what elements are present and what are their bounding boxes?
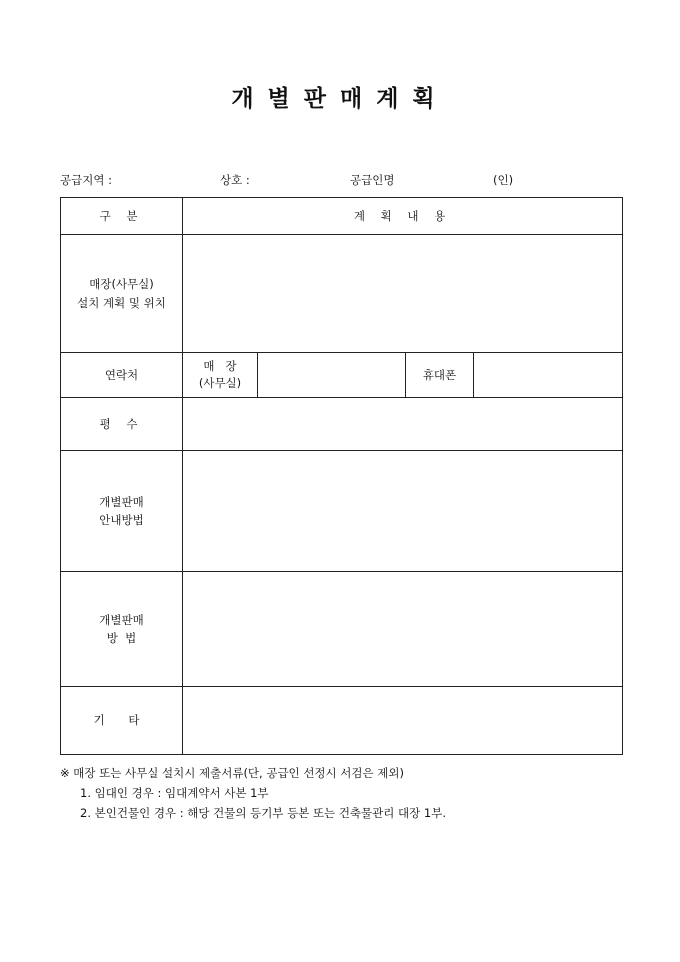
header-content: 계 획 내 용 bbox=[183, 198, 623, 235]
sales-guide-field[interactable] bbox=[183, 451, 623, 572]
label-store-phone: 매 장 (사무실) bbox=[183, 353, 258, 398]
area-field[interactable] bbox=[183, 398, 623, 451]
note-main: ※ 매장 또는 사무실 설치시 제출서류(단, 공급인 선정시 서검은 제외) bbox=[60, 766, 404, 780]
table-row bbox=[61, 398, 623, 451]
supply-region-label: 공급지역 : bbox=[60, 173, 112, 187]
label-other: 기 타 bbox=[61, 687, 183, 755]
note-item-2: 2. 본인건물인 경우 : 해당 건물의 등기부 등본 또는 건축물관리 대장 1부. bbox=[80, 806, 446, 820]
notes-section bbox=[60, 763, 660, 823]
label-mobile: 휴대폰 bbox=[406, 353, 474, 398]
label-sales-guide: 개별판매 안내방법 bbox=[61, 451, 183, 572]
note-item-1: 1. 임대인 경우 : 임대계약서 사본 1부 bbox=[80, 786, 269, 800]
other-field[interactable] bbox=[183, 687, 623, 755]
label-area: 평 수 bbox=[61, 398, 183, 451]
company-name-label: 상호 : bbox=[220, 173, 250, 187]
table-row bbox=[61, 572, 623, 687]
document-title: 개별판매계획 bbox=[231, 85, 449, 112]
supplier-name-label: 공급인명 bbox=[350, 173, 395, 187]
seal-label: (인) bbox=[493, 173, 514, 187]
table-row bbox=[61, 235, 623, 353]
store-phone-field[interactable] bbox=[258, 353, 406, 398]
label-sales-method: 개별판매 방 법 bbox=[61, 572, 183, 687]
sales-plan-table bbox=[60, 197, 623, 755]
header-category: 구 분 bbox=[61, 198, 183, 235]
header-info-row bbox=[60, 172, 622, 192]
table-row bbox=[61, 687, 623, 755]
label-contact: 연락처 bbox=[61, 353, 183, 398]
table-row bbox=[61, 451, 623, 572]
table-row bbox=[61, 353, 623, 398]
store-plan-field[interactable] bbox=[183, 235, 623, 353]
label-store-plan: 매장(사무실) 설치 계획 및 위치 bbox=[61, 235, 183, 353]
mobile-field[interactable] bbox=[474, 353, 623, 398]
sales-method-field[interactable] bbox=[183, 572, 623, 687]
table-header-row bbox=[61, 198, 623, 235]
